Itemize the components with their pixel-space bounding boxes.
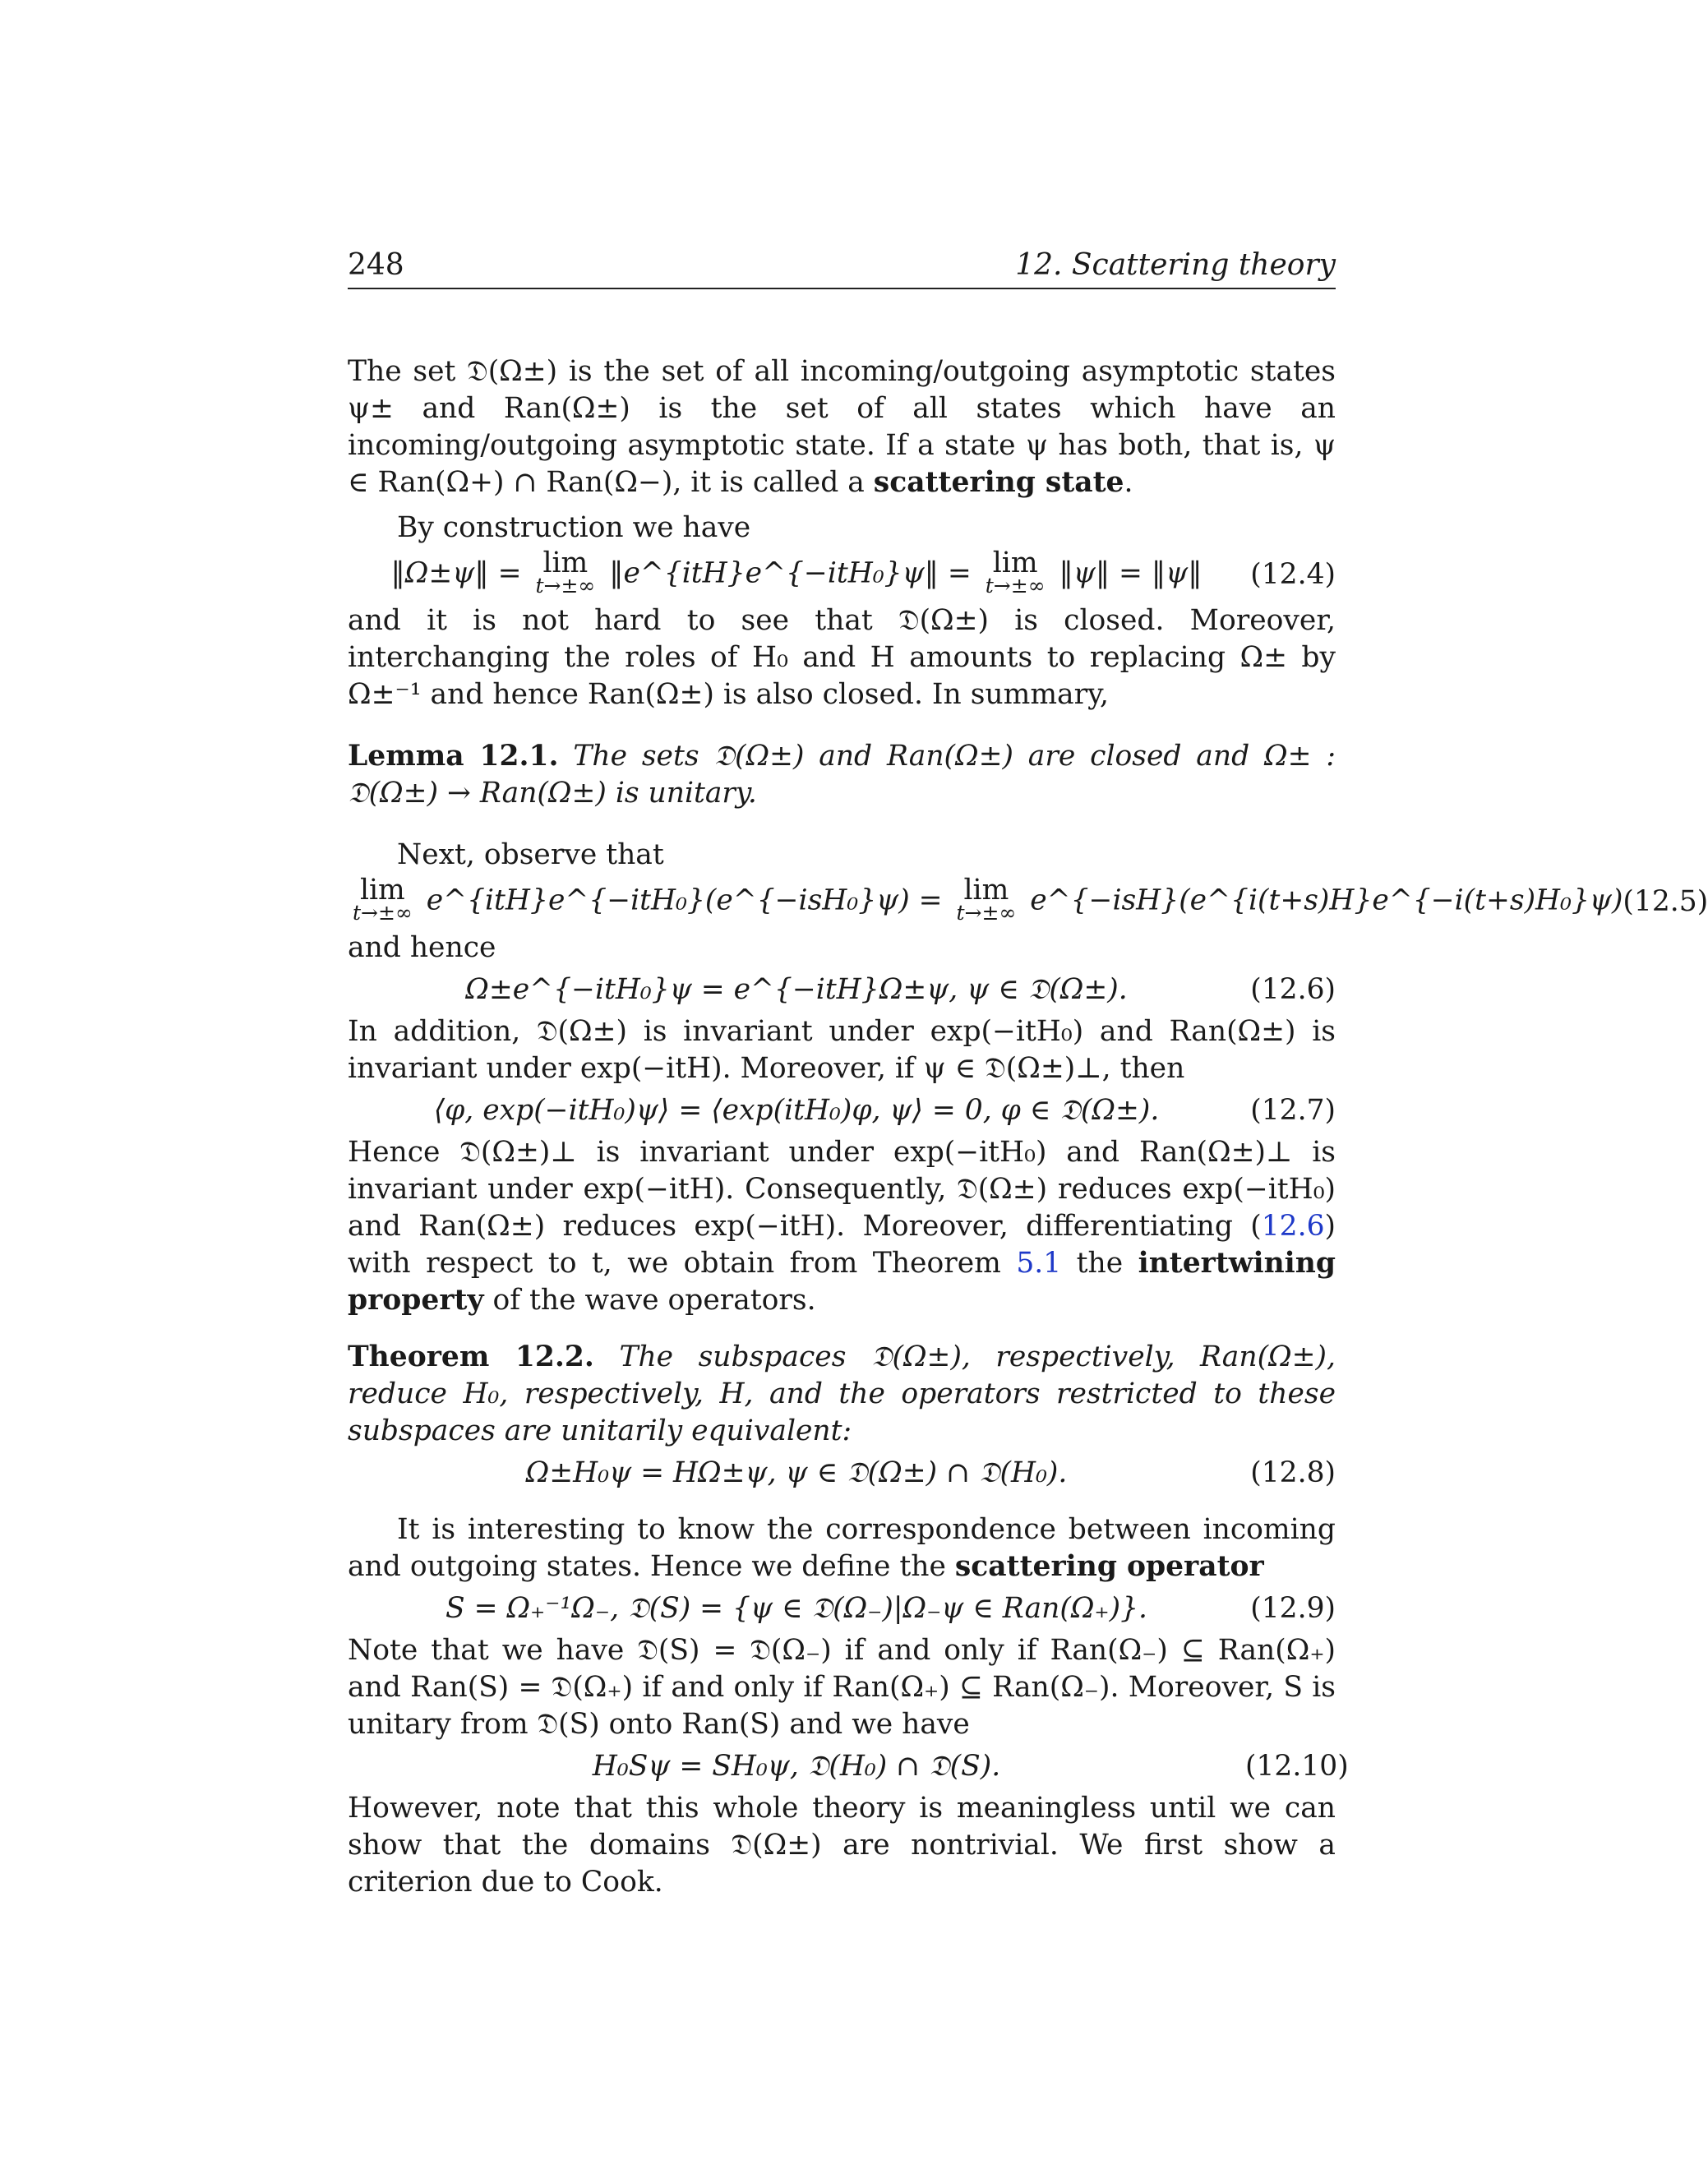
page-body bbox=[348, 353, 1708, 1901]
equation-number: (12.4) bbox=[1250, 557, 1336, 591]
equation-number: (12.10) bbox=[1245, 1750, 1349, 1783]
paragraph-closedness: and it is not hard to see that 𝔇(Ω±) is closed. Moreover, interchanging the roles of H₀ and H amounts to replacing Ω± by Ω±⁻¹ and hence Ran(Ω±) is also closed. In summary, bbox=[348, 604, 1336, 711]
page-number: 248 bbox=[348, 248, 404, 282]
paragraph-invariance: In addition, 𝔇(Ω±) is invariant under exp(−itH₀) and Ran(Ω±) is invariant under exp(−itH). Moreover, if ψ ∈ 𝔇(Ω±)⊥, then bbox=[348, 1015, 1336, 1085]
equation-number: (12.5) bbox=[1623, 884, 1708, 918]
lemma-label: Lemma 12.1. bbox=[348, 740, 559, 773]
equation-reference-link[interactable]: 12.6 bbox=[1261, 1210, 1325, 1243]
equation-12-10: H₀Sψ = SH₀ψ, 𝔇(H₀) ∩ 𝔇(S). (12.10) bbox=[348, 1748, 1336, 1785]
lemma-12-1 bbox=[348, 738, 1336, 812]
equation-12-5: lim t→±∞ e^{itH}e^{−itH₀}(e^{−isH₀}ψ) = lim t→±∞ e^{−isH}(e^{i(t+s)H}e^{−i(t+s)H₀}ψ) (12.5) bbox=[353, 874, 1708, 925]
limit-operator: lim t→±∞ bbox=[956, 874, 1017, 925]
lemma-statement: The sets 𝔇(Ω±) and Ran(Ω±) are closed and Ω± : 𝔇(Ω±) → Ran(Ω±) is unitary. bbox=[348, 740, 1336, 810]
paragraph-by-construction: By construction we have bbox=[397, 511, 751, 544]
theorem-12-2 bbox=[348, 1339, 1336, 1450]
paragraph-and-hence: and hence bbox=[348, 931, 496, 964]
paragraph-reduction: Hence 𝔇(Ω±)⊥ is invariant under exp(−itH₀) and Ran(Ω±)⊥ is invariant under exp(−itH). Consequently, 𝔇(Ω±) reduces exp(−itH₀) and Ran(Ω±) reduces exp(−itH). Moreover, differentiating (12.6) with respect to t, we obtain from Theorem 5.1 the intertwining property of the wave operators. bbox=[348, 1136, 1336, 1317]
equation-number: (12.9) bbox=[1250, 1592, 1336, 1625]
theorem-reference-link[interactable]: 5.1 bbox=[1016, 1247, 1062, 1280]
equation-12-7: ⟨φ, exp(−itH₀)ψ⟩ = ⟨exp(itH₀)φ, ψ⟩ = 0, φ ∈ 𝔇(Ω±). (12.7) bbox=[348, 1092, 1336, 1129]
paragraph-next-observe: Next, observe that bbox=[397, 838, 664, 871]
limit-operator: lim t→±∞ bbox=[985, 547, 1046, 598]
equation-number: (12.6) bbox=[1250, 973, 1336, 1006]
equation-12-4: ‖Ω±ψ‖ = lim t→±∞ ‖e^{itH}e^{−itH₀}ψ‖ = lim t→±∞ ‖ψ‖ = ‖ψ‖ (12.4) bbox=[390, 547, 1336, 598]
theorem-statement: The subspaces 𝔇(Ω±), respectively, Ran(Ω±), reduce H₀, respectively, H, and the operators restricted to these subspaces are unitarily equivalent: bbox=[348, 1340, 1336, 1447]
equation-12-9: S = Ω₊⁻¹Ω₋, 𝔇(S) = {ψ ∈ 𝔇(Ω₋)|Ω₋ψ ∈ Ran(Ω₊)}. (12.9) bbox=[348, 1590, 1336, 1627]
equation-12-6: Ω±e^{−itH₀}ψ = e^{−itH}Ω±ψ, ψ ∈ 𝔇(Ω±). (12.6) bbox=[348, 971, 1336, 1008]
term-intertwining-property: intertwining property bbox=[348, 1247, 1336, 1317]
limit-operator: lim t→±∞ bbox=[535, 547, 596, 598]
equation-number: (12.8) bbox=[1250, 1456, 1336, 1489]
theorem-label: Theorem 12.2. bbox=[348, 1340, 594, 1373]
term-scattering-state: scattering state bbox=[873, 466, 1124, 499]
equation-number: (12.7) bbox=[1250, 1094, 1336, 1127]
page-header bbox=[348, 245, 1336, 289]
equation-12-8: Ω±H₀ψ = HΩ±ψ, ψ ∈ 𝔇(Ω±) ∩ 𝔇(H₀). (12.8) bbox=[348, 1455, 1336, 1492]
term-scattering-operator: scattering operator bbox=[954, 1550, 1264, 1583]
running-title: 12. Scattering theory bbox=[1015, 248, 1336, 282]
paragraph-scattering-operator: It is interesting to know the correspondence between incoming and outgoing states. Hence we define the scattering operator bbox=[348, 1513, 1336, 1583]
paragraph-cook-criterion: However, note that this whole theory is meaningless until we can show that the domains 𝔇(Ω±) are nontrivial. We first show a criterion due to Cook. bbox=[348, 1792, 1336, 1899]
limit-operator: lim t→±∞ bbox=[353, 874, 413, 925]
paragraph-asymptotic-states: The set 𝔇(Ω±) is the set of all incoming/outgoing asymptotic states ψ± and Ran(Ω±) is the set of all states which have an incoming/outgoing asymptotic state. If a state ψ has both, that is, ψ ∈ Ran(Ω+) ∩ Ran(Ω−), it is called a scattering state. bbox=[348, 355, 1336, 499]
paragraph-note-domains: Note that we have 𝔇(S) = 𝔇(Ω₋) if and only if Ran(Ω₋) ⊆ Ran(Ω₊) and Ran(S) = 𝔇(Ω₊) if and only if Ran(Ω₊) ⊆ Ran(Ω₋). Moreover, S is unitary from 𝔇(S) onto Ran(S) and we have bbox=[348, 1634, 1336, 1741]
